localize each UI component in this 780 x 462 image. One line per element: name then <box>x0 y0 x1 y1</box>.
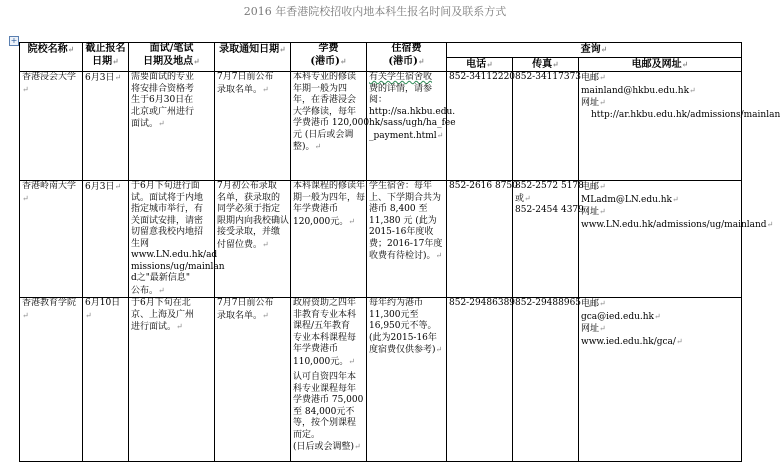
header-accommodation: 住宿费 (港币)↵ <box>367 43 447 72</box>
email-link[interactable]: MLadm@LN.edu.hk <box>581 194 672 205</box>
header-row <box>20 43 742 58</box>
contact-email-web: 电邮↵ mainland@hkbu.edu.hk↵ 网址↵ http://ar.hkbu.edu.hk/admissions/mainlan <box>579 72 742 181</box>
admission-date: 7月7日前公布 录取名单。↵ <box>215 72 291 181</box>
tuition-fee: 政府资助之四年 非教育专业本科 课程/五年教育 专业本科课程每 年学费港币 110,000元。↵ 认可自资四年本 科专业课程每年 学费港币 75,000 至 84,000元不 等，按个别课程 而定。 (日后或会调整)↵ <box>291 298 367 462</box>
accommodation-fee: 有关学生宿舍收 费的详情，请参 阅： http://sa.hkbu.edu. hk/sass/ugh/ha_fee _payment.html↵ <box>367 72 447 181</box>
school-name: 香港教育学院↵ <box>20 298 83 462</box>
contact-email-web: 电邮↵ gca@ied.edu.hk↵ 网址↵ www.ied.edu.hk/gca/↵ <box>579 298 742 462</box>
admission-date: 7月初公布录取 名单，获录取的 同学必须于指定 限期内向我校确认 接受录取，并缴 付留位费。↵ <box>215 181 291 298</box>
table-row <box>20 298 742 462</box>
header-email-web: 电邮及网址↵ <box>579 58 742 72</box>
header-phone: 电话↵ <box>447 58 513 72</box>
phone-number: 852-2616 8750 <box>447 181 513 298</box>
accommodation-fee: 学生宿舍：每年 上、下学期合共为 港币 8,400 至 11,380 元 (此为 2015-16年度收 费；2016-17年度 收费有待检讨)。↵ <box>367 181 447 298</box>
website-link[interactable]: www.LN.edu.hk/admissions/ug/mainland <box>581 219 767 230</box>
header-fax: 传真↵ <box>513 58 579 72</box>
interview-info: 于6月下旬在北 京、上海及广州 进行面试。↵ <box>129 298 215 462</box>
admissions-table <box>19 42 780 462</box>
table-row <box>20 181 742 298</box>
document-title: 2016 年香港院校招收内地本科生报名时间及联系方式 <box>243 5 507 18</box>
website-link[interactable]: http://ar.hkbu.edu.hk/admissions/mainlan <box>591 109 780 120</box>
website-link[interactable]: www.ied.edu.hk/gca/ <box>581 336 676 347</box>
table-row <box>20 72 742 181</box>
header-inquiry: 查询↵ <box>447 43 742 58</box>
interview-info: 需要面试的专业 将安排合资格考 生于6月30日在 北京或广州进行 面试。↵ <box>129 72 215 181</box>
fax-number: 852-29488965 <box>513 298 579 462</box>
header-interview: 面试/笔试 日期及地点↵ <box>129 43 215 72</box>
school-name: 香港浸会大学↵ <box>20 72 83 181</box>
accommodation-fee: 每年约为港币 11,300元至 16,950元不等。 (此为2015-16年 度宿费仅供参考)↵ <box>367 298 447 462</box>
header-fee: 学费 (港币)↵ <box>291 43 367 72</box>
fax-number: 852-2572 5178 或↵ 852-2454 4379 <box>513 181 579 298</box>
phone-number: 852-29486389 <box>447 298 513 462</box>
tuition-fee: 本科课程的修读年 期一般为四年，每 年学费港币 120,000元。↵ <box>291 181 367 298</box>
table-move-handle-icon[interactable]: + <box>10 36 18 45</box>
deadline-date: 6月3日↵ <box>83 72 129 181</box>
header-admission: 录取通知日期↵ <box>215 43 291 72</box>
interview-info: 于6月下旬进行面 试。面试将于内地 指定城市举行，有 关面试安排，请密 切留意我校内地招 生网 www.LN.edu.hk/ad missions/ug/mainlan d之"最新信息" 公布。↵ <box>129 181 215 298</box>
header-deadline: 截止报名 日期↵ <box>83 43 129 72</box>
email-link[interactable]: gca@ied.edu.hk <box>581 311 654 322</box>
contact-email-web: 电邮↵ MLadm@LN.edu.hk↵ 网址↵ www.LN.edu.hk/admissions/ug/mainland↵ <box>579 181 742 298</box>
deadline-date: 6月3日↵ <box>83 181 129 298</box>
school-name: 香港岭南大学↵ <box>20 181 83 298</box>
tuition-fee: 本科专业的修读 年期一般为四 年，在香港浸会 大学修读，每年 学费港币 120,000 元 (日后或会调 整)。↵ <box>291 72 367 181</box>
deadline-date: 6月10日↵ <box>83 298 129 462</box>
fax-number: 852-34117373 <box>513 72 579 181</box>
header-school: 院校名称↵ <box>20 43 83 72</box>
phone-number: 852-34112220 <box>447 72 513 181</box>
admission-date: 7月7日前公布 录取名单。↵ <box>215 298 291 462</box>
email-link[interactable]: mainland@hkbu.edu.hk <box>581 85 690 96</box>
